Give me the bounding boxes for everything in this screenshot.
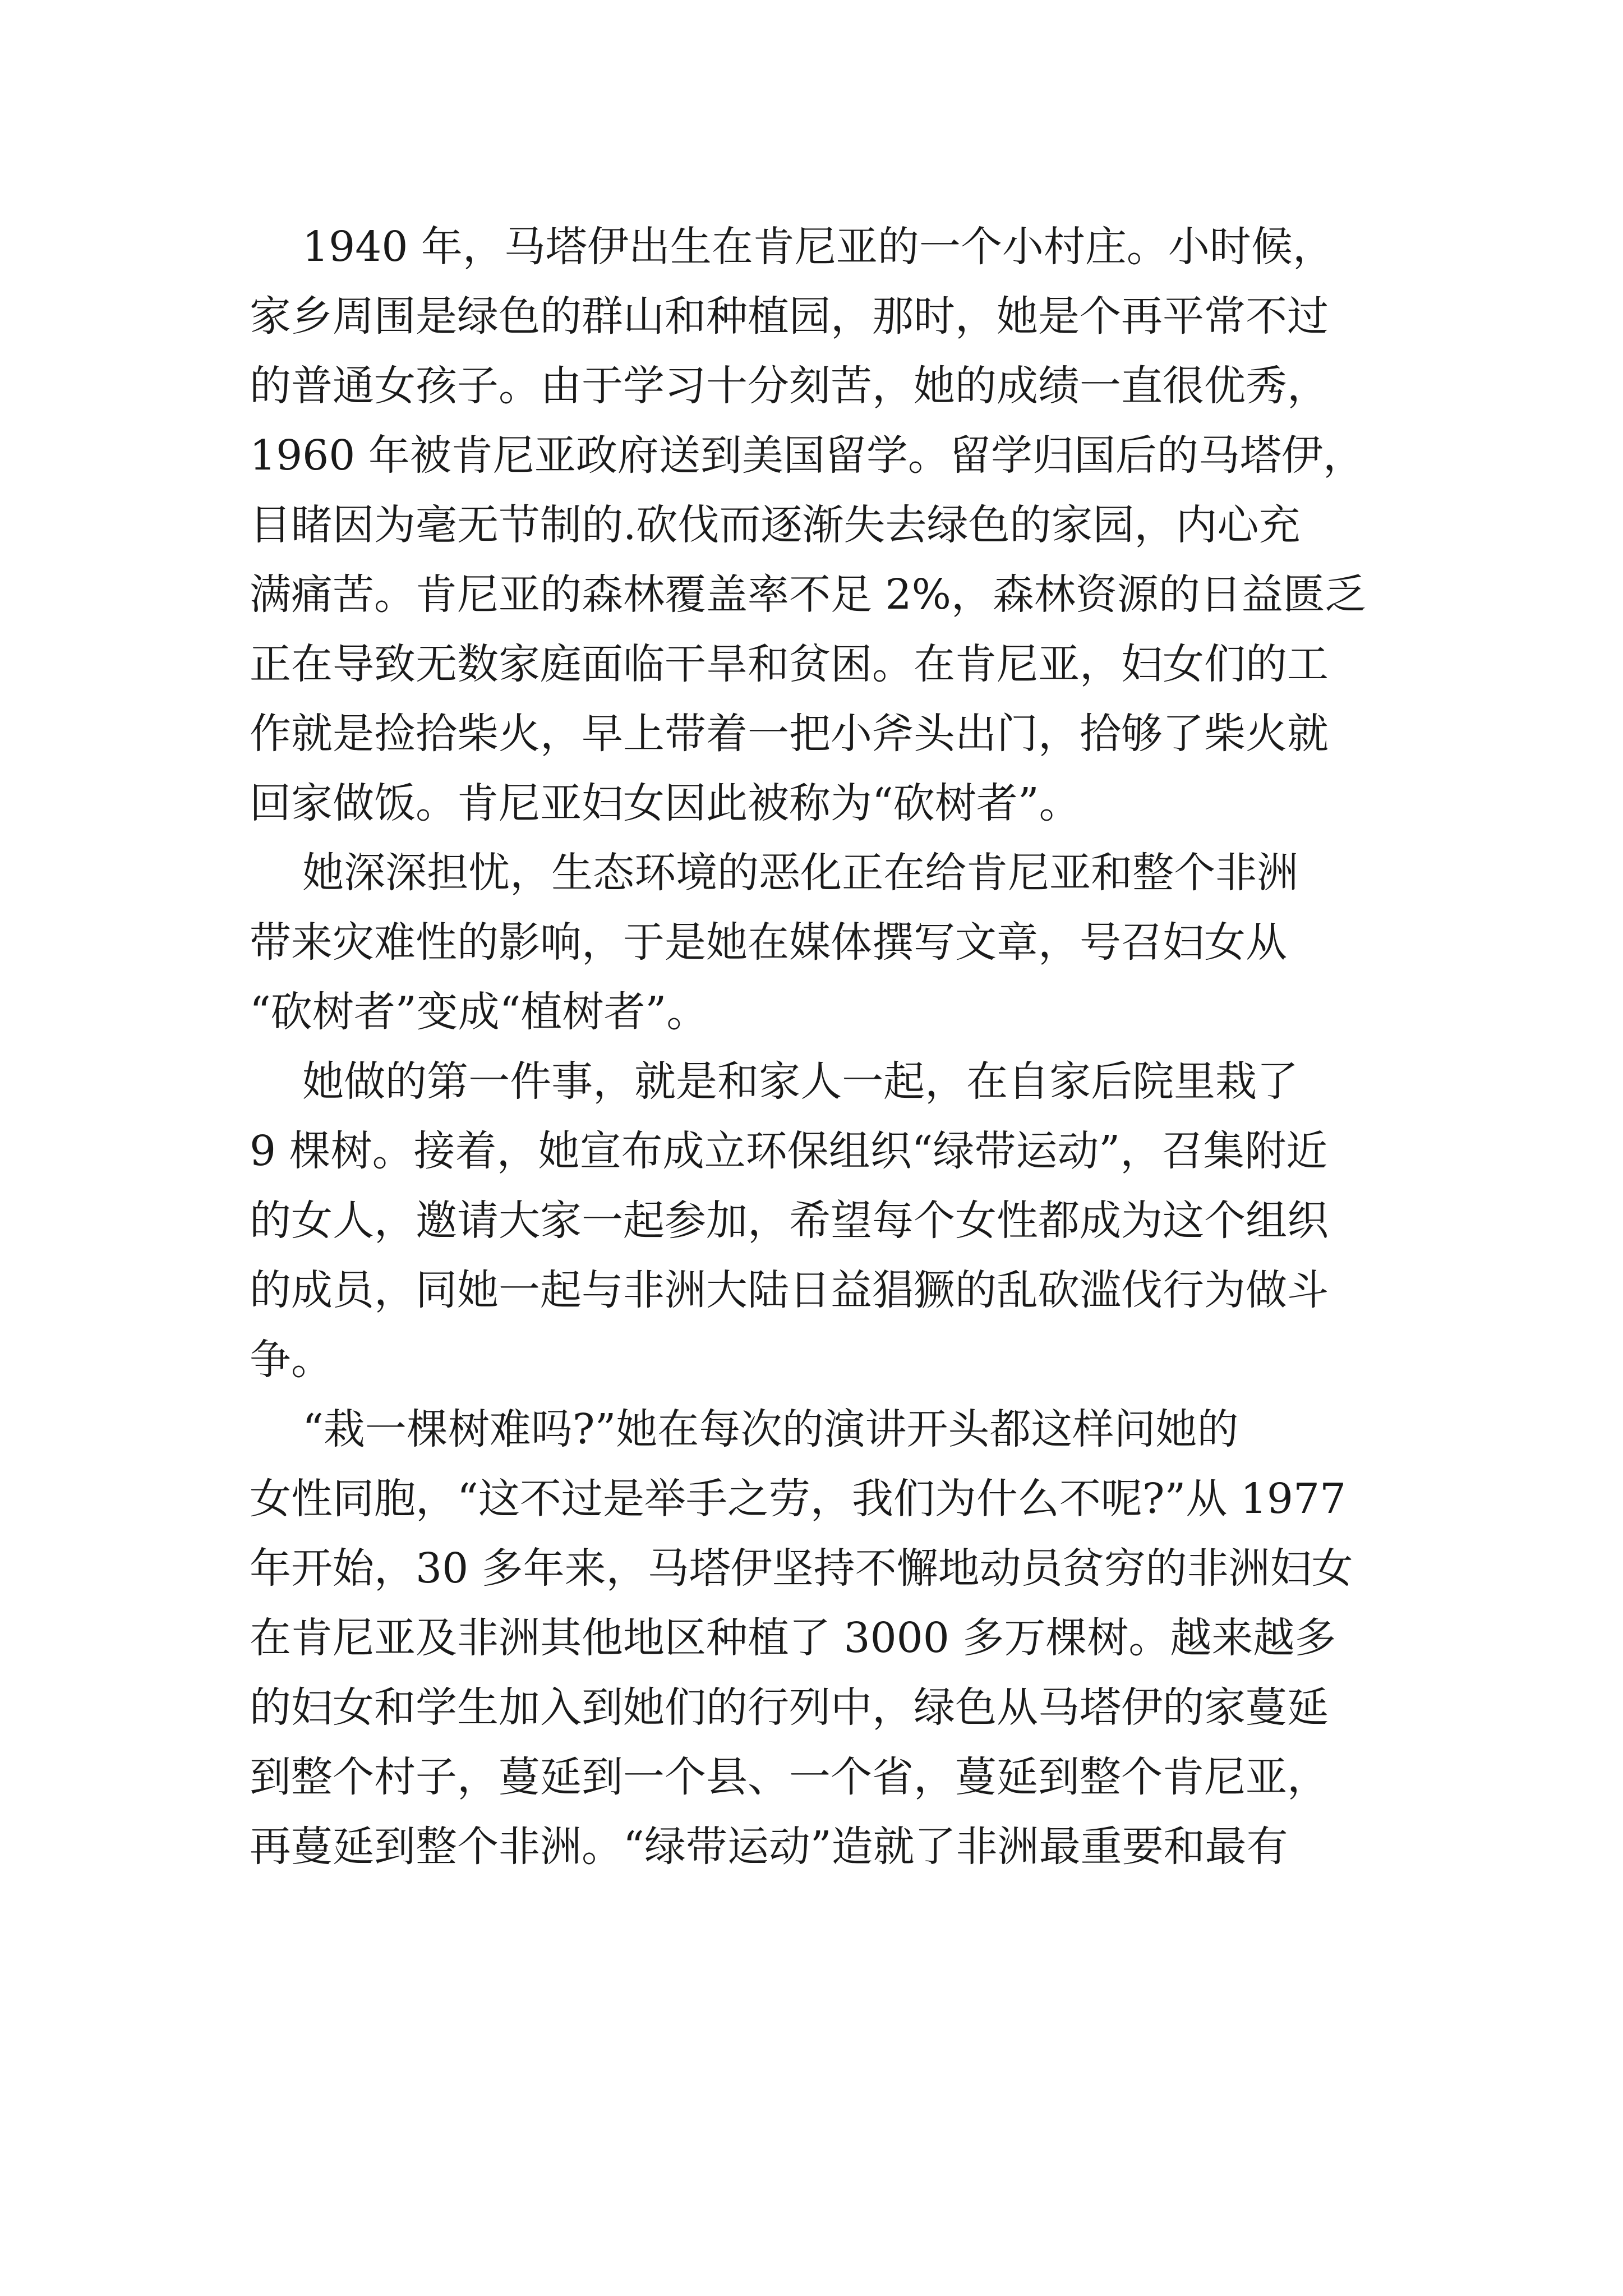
text-line: 她深深担忧，生态环境的恶化正在给肯尼亚和整个非洲 bbox=[250, 849, 1299, 897]
text-line: 目睹因为毫无节制的.砍伐而逐渐失去绿色的家园，内心充 bbox=[250, 501, 1301, 549]
text-line: 1960 年被肯尼亚政府送到美国留学。留学归国后的马塔伊， bbox=[250, 431, 1364, 480]
text-line: 的普通女孩子。由于学习十分刻苦，她的成绩一直很优秀， bbox=[250, 362, 1329, 410]
text-line: 再蔓延到整个非洲。“绿带运动”造就了非洲最重要和最有 bbox=[250, 1823, 1288, 1871]
text-line: “砍树者”变成“植树者”。 bbox=[250, 988, 708, 1036]
text-line: 的女人，邀请大家一起参加，希望每个女性都成为这个组织 bbox=[250, 1197, 1329, 1245]
text-line: 的妇女和学生加入到她们的行列中，绿色从马塔伊的家蔓延 bbox=[250, 1683, 1329, 1732]
text-line: 争。 bbox=[250, 1336, 333, 1384]
text-line: 带来灾难性的影响，于是她在媒体撰写文章，号召妇女从 bbox=[250, 918, 1287, 967]
body-text bbox=[250, 212, 1394, 1881]
text-line: 9 棵树。接着，她宣布成立环保组织“绿带运动”，召集附近 bbox=[250, 1127, 1328, 1175]
text-line: 女性同胞，“这不过是举手之劳，我们为什么不呢?”从 1977 bbox=[250, 1475, 1347, 1523]
text-line: 家乡周围是绿色的群山和种植园，那时，她是个再平常不过 bbox=[250, 292, 1329, 341]
text-line: 正在导致无数家庭面临干旱和贫困。在肯尼亚，妇女们的工 bbox=[250, 640, 1329, 688]
text-line: 满痛苦。肯尼亚的森林覆盖率不足 2%，森林资源的日益匮乏 bbox=[250, 570, 1366, 619]
text-line: 年开始，30 多年来，马塔伊坚持不懈地动员贫穷的非洲妇女 bbox=[250, 1544, 1353, 1593]
text-line: 1940 年，马塔伊出生在肯尼亚的一个小村庄。小时候， bbox=[250, 223, 1334, 271]
text-line: 的成员，同她一起与非洲大陆日益猖獗的乱砍滥伐行为做斗 bbox=[250, 1266, 1329, 1314]
text-line: 作就是捡拾柴火，早上带着一把小斧头出门，拾够了柴火就 bbox=[250, 710, 1329, 758]
text-line: 回家做饭。肯尼亚妇女因此被称为“砍树者”。 bbox=[250, 779, 1081, 827]
text-line: “栽一棵树难吗?”她在每次的演讲开头都这样问她的 bbox=[250, 1405, 1239, 1453]
text-line: 她做的第一件事，就是和家人一起，在自家后院里栽了 bbox=[250, 1057, 1299, 1106]
text-line: 到整个村子，蔓延到一个县、一个省，蔓延到整个肯尼亚， bbox=[250, 1753, 1329, 1801]
text-line: 在肯尼亚及非洲其他地区种植了 3000 多万棵树。越来越多 bbox=[250, 1614, 1336, 1662]
